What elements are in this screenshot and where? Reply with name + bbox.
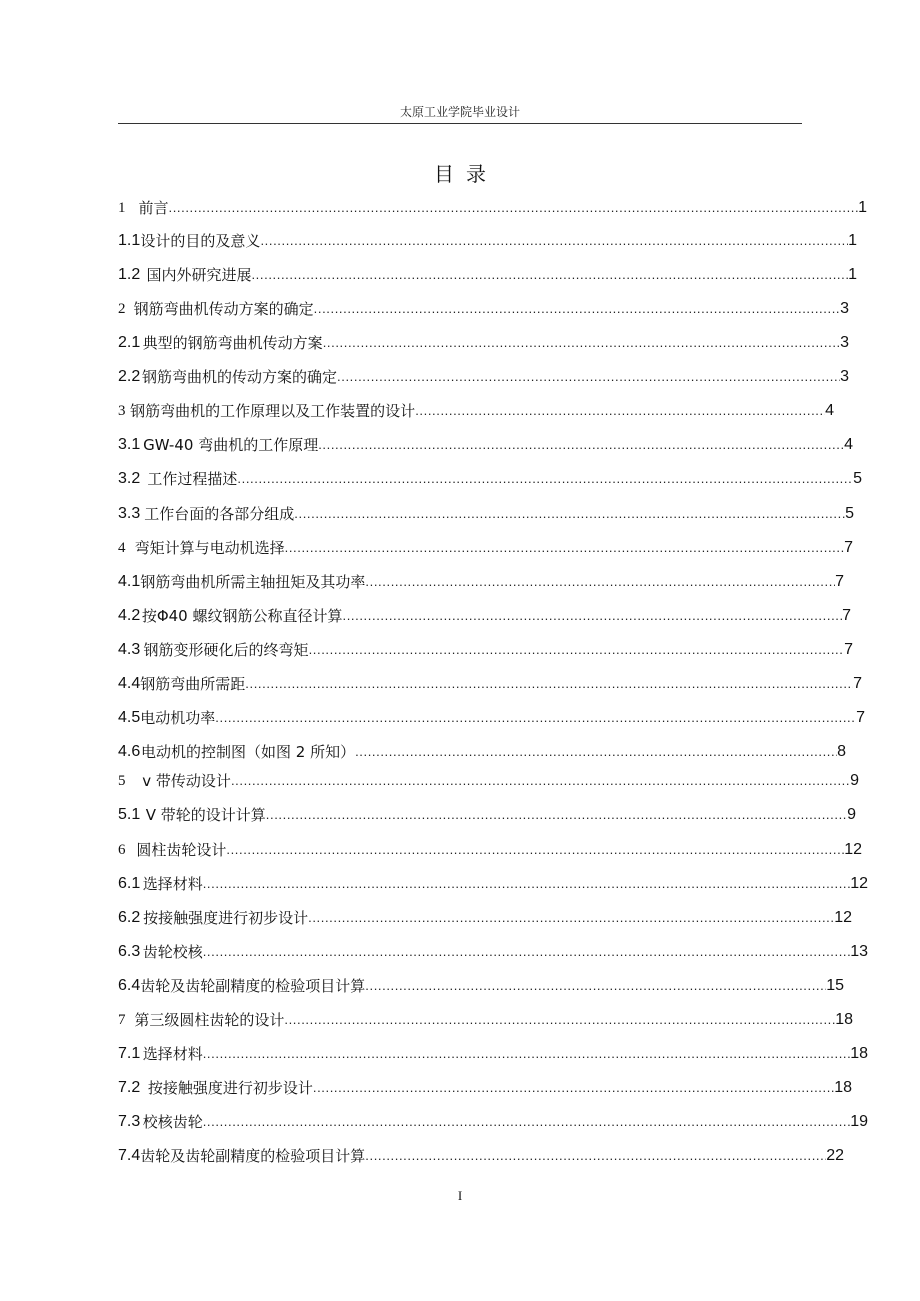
toc-entry[interactable] (118, 537, 853, 559)
page-number: I (457, 1188, 463, 1203)
toc-entry-title: 钢筋弯曲机的工作原理以及工作装置的设计 (130, 402, 416, 420)
toc-leader-dots (309, 639, 845, 661)
toc-entry-title: 弯矩计算与电动机选择 (134, 539, 285, 557)
toc-entry-title: 齿轮及齿轮副精度的检验项目计算 (140, 1147, 366, 1165)
toc-entry-page: 18 (834, 1079, 852, 1096)
toc-entry-title: 校核齿轮 (142, 1113, 203, 1131)
toc-entry-page: 5 (853, 470, 862, 487)
toc-entry-page: 18 (850, 1045, 868, 1062)
toc-leader-dots (313, 1077, 834, 1099)
toc-leader-dots (314, 298, 840, 320)
toc-entry-page: 7 (844, 539, 853, 556)
toc-entry[interactable] (118, 873, 868, 895)
toc-entry[interactable] (118, 264, 857, 286)
toc-leader-dots (285, 537, 844, 559)
toc-entry-title: 圆柱齿轮设计 (136, 841, 227, 859)
toc-leader-dots (365, 571, 835, 593)
toc-entry-page: 3 (840, 300, 849, 317)
toc-entry-page: 13 (850, 943, 868, 960)
toc-leader-dots (203, 1043, 850, 1065)
toc-entry[interactable] (118, 503, 854, 525)
toc-leader-dots (365, 1145, 826, 1167)
toc-entry-page: 12 (834, 909, 852, 926)
toc-entry-number: 7 (118, 1012, 126, 1028)
toc-entry-number: 1.1 (118, 232, 141, 249)
toc-entry[interactable] (118, 434, 853, 456)
toc-entry-title: 按接触强度进行初步设计 (147, 1079, 313, 1097)
toc-entry-title: V 带轮的设计计算 (145, 806, 266, 824)
toc-leader-dots (203, 941, 850, 963)
toc-entry-number: 5 (118, 773, 126, 789)
toc-leader-dots (284, 1009, 835, 1031)
toc-leader-dots (251, 264, 848, 286)
toc-entry[interactable] (118, 941, 868, 963)
toc-entry-page: 1 (848, 232, 857, 249)
toc-entry-page: 1 (848, 266, 857, 283)
toc-entry[interactable] (118, 1145, 844, 1167)
toc-leader-dots (266, 804, 847, 826)
toc-entry-title: 选择材料 (142, 1045, 203, 1063)
toc-leader-dots (337, 366, 840, 388)
toc-entry[interactable] (118, 571, 844, 593)
toc-entry[interactable] (118, 770, 859, 792)
toc-entry-number: 4 (118, 540, 126, 556)
toc-entry[interactable] (118, 975, 844, 997)
toc-entry-number: 4.1 (118, 573, 141, 590)
toc-entry-title: 按Φ40 螺纹钢筋公称直径计算 (141, 607, 343, 625)
toc-entry-title: v 带传动设计 (142, 772, 231, 790)
toc-entry[interactable] (118, 230, 857, 252)
toc-entry-title: 钢筋弯曲所需距 (140, 675, 246, 693)
toc-entry-title: 电动机的控制图（如图 2 所知） (140, 743, 356, 761)
toc-entry-title: 前言 (138, 199, 169, 217)
toc-entry-number: 3.3 (118, 505, 141, 522)
toc-entry-title: 典型的钢筋弯曲机传动方案 (142, 334, 323, 352)
toc-leader-dots (294, 503, 845, 525)
header-rule (118, 123, 802, 124)
toc-entry-page: 5 (845, 505, 854, 522)
toc-entry-title: 钢筋弯曲机所需主轴扭矩及其功率 (140, 573, 366, 591)
toc-leader-dots (365, 975, 826, 997)
toc-entry-number: 7.4 (118, 1147, 141, 1164)
toc-entry[interactable] (118, 197, 867, 219)
toc-entry[interactable] (118, 707, 865, 729)
toc-entry[interactable] (118, 332, 849, 354)
toc-entry[interactable] (118, 673, 862, 695)
toc-entry-page: 7 (856, 709, 865, 726)
toc-leader-dots (231, 770, 850, 792)
toc-entry-page: 19 (850, 1113, 868, 1130)
toc-entry-page: 12 (850, 875, 868, 892)
toc-leader-dots (237, 468, 853, 490)
toc-leader-dots (323, 332, 840, 354)
toc-entry[interactable] (118, 1111, 868, 1133)
running-header: 太原工业学院毕业设计 (399, 105, 520, 119)
toc-entry-page: 12 (844, 841, 862, 858)
toc-entry-number: 6 (118, 842, 126, 858)
toc-entry-number: 6.4 (118, 977, 141, 994)
toc-entry-title: 钢筋弯曲机的传动方案的确定 (142, 368, 338, 386)
toc-entry-number: 6.2 (118, 909, 141, 926)
toc-entry[interactable] (118, 639, 853, 661)
toc-entry-title: 选择材料 (142, 875, 203, 893)
toc-leader-dots (203, 1111, 850, 1133)
toc-entry-number: 4.6 (118, 743, 141, 760)
toc-entry-page: 7 (853, 675, 862, 692)
toc-leader-dots (343, 605, 843, 627)
toc-entry-number: 2 (118, 301, 126, 317)
toc-entry-number: 7.2 (118, 1079, 141, 1096)
toc-entry-page: 15 (826, 977, 844, 994)
toc-entry-number: 4.2 (118, 607, 141, 624)
toc-entry-title: 电动机功率 (140, 709, 216, 727)
toc-leader-dots (245, 673, 853, 695)
toc-entry-page: 18 (835, 1011, 853, 1028)
toc-entry-title: 工作台面的各部分组成 (144, 505, 295, 523)
toc-entry[interactable] (118, 605, 851, 627)
toc-entry-title: 第三级圆柱齿轮的设计 (134, 1011, 285, 1029)
toc-entry-page: 9 (850, 772, 859, 789)
toc-entry-number: 1 (118, 200, 126, 216)
toc-entry[interactable] (118, 839, 862, 861)
toc-entry-page: 22 (826, 1147, 844, 1164)
toc-entry-title: GW-40 弯曲机的工作原理 (143, 436, 319, 454)
toc-entry-number: 4.4 (118, 675, 141, 692)
toc-entry-page: 4 (844, 436, 853, 453)
toc-entry-number: 6.1 (118, 875, 141, 892)
toc-entry[interactable] (118, 804, 856, 826)
toc-entry-number: 3 (118, 403, 126, 419)
toc-entry[interactable] (118, 366, 849, 388)
toc-entry-number: 1.2 (118, 266, 141, 283)
toc-entry[interactable] (118, 1077, 852, 1099)
toc-entry[interactable] (118, 741, 846, 763)
toc-entry-title: 齿轮及齿轮副精度的检验项目计算 (140, 977, 366, 995)
toc-title: 目录 (434, 162, 498, 186)
toc-entry-title: 钢筋变形硬化后的终弯矩 (143, 641, 309, 659)
toc-entry-title: 设计的目的及意义 (140, 232, 261, 250)
toc-entry[interactable] (118, 468, 862, 490)
toc-entry-title: 工作过程描述 (147, 470, 238, 488)
toc-leader-dots (308, 907, 834, 929)
toc-leader-dots (168, 197, 858, 219)
toc-leader-dots (260, 230, 848, 252)
toc-entry[interactable] (118, 400, 834, 422)
toc-entry-page: 7 (842, 607, 851, 624)
toc-leader-dots (355, 741, 837, 763)
toc-entry-number: 4.3 (118, 641, 141, 658)
toc-entry-number: 6.3 (118, 943, 141, 960)
toc-entry-number: 3.1 (118, 436, 141, 453)
toc-entry-number: 7.1 (118, 1045, 141, 1062)
toc-leader-dots (318, 434, 844, 456)
toc-entry-title: 齿轮校核 (142, 943, 203, 961)
toc-leader-dots (203, 873, 850, 895)
toc-entry-title: 按接触强度进行初步设计 (143, 909, 309, 927)
toc-entry-page: 3 (840, 334, 849, 351)
toc-entry-page: 7 (844, 641, 853, 658)
toc-entry-number: 7.3 (118, 1113, 141, 1130)
toc-entry-number: 5.1 (118, 806, 141, 823)
toc-entry-number: 4.5 (118, 709, 141, 726)
toc-entry[interactable] (118, 1043, 868, 1065)
toc-entry-number: 2.1 (118, 334, 141, 351)
toc-entry-page: 9 (847, 806, 856, 823)
toc-entry-title: 国内外研究进展 (146, 266, 252, 284)
toc-leader-dots (226, 839, 844, 861)
toc-entry-page: 7 (835, 573, 844, 590)
toc-entry-number: 2.2 (118, 368, 141, 385)
toc-entry[interactable] (118, 298, 849, 320)
toc-entry-page: 4 (825, 402, 834, 419)
toc-leader-dots (415, 400, 825, 422)
toc-leader-dots (215, 707, 856, 729)
toc-entry[interactable] (118, 1009, 853, 1031)
toc-entry-title: 钢筋弯曲机传动方案的确定 (133, 300, 314, 318)
toc-entry-number: 3.2 (118, 470, 141, 487)
toc-entry[interactable] (118, 907, 852, 929)
toc-entry-page: 3 (840, 368, 849, 385)
toc-entry-page: 1 (858, 199, 867, 216)
toc-entry-page: 8 (837, 743, 846, 760)
